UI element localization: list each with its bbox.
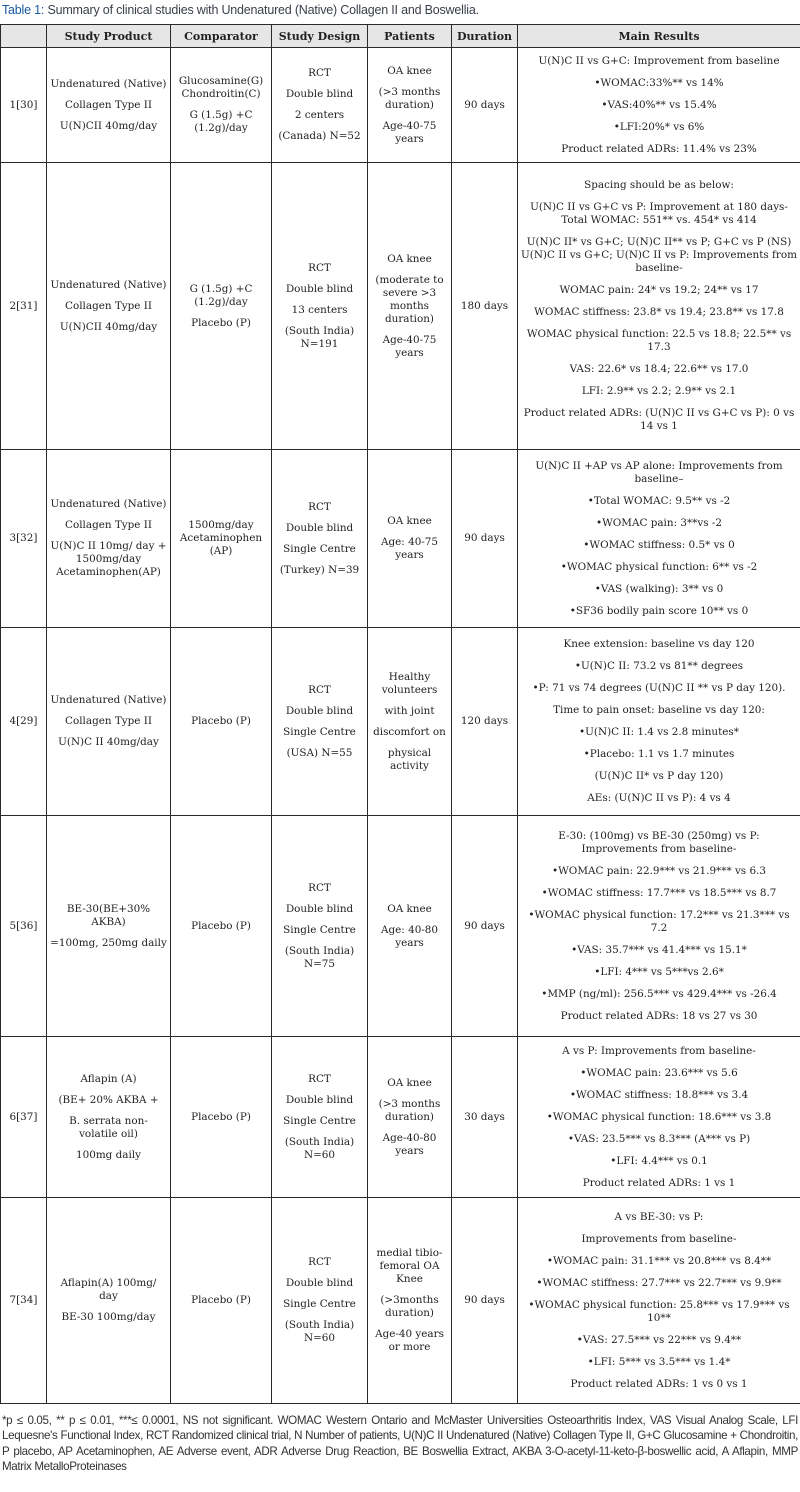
patients-cell-line: physical activity	[387, 746, 432, 772]
table-label: Table 1:	[2, 3, 45, 17]
main-results-cell-line: •MMP (ng/ml): 256.5*** vs 429.4*** vs -26.4	[541, 987, 777, 1000]
study-design-cell	[272, 816, 368, 1037]
main-results-cell-line: Time to pain onset: baseline vs day 120:	[553, 704, 765, 716]
main-results-cell-line: E-30: (100mg) vs BE-30 (250mg) vs P: Improvements from baseline-	[558, 829, 760, 855]
comparator-cell	[171, 1198, 272, 1404]
patients-cell-line: Age: 40-75 years	[380, 536, 439, 561]
main-results-cell-line: VAS: 22.6* vs 18.4; 22.6** vs 17.0	[569, 363, 749, 375]
main-results-cell-line: •Total WOMAC: 9.5** vs -2	[587, 494, 731, 507]
study-design-cell-line: Double blind	[285, 282, 354, 295]
table-row	[1, 1037, 800, 1198]
study-design-cell-line: Double blind	[285, 1093, 354, 1106]
main-results-cell-line: LFI: 2.9** vs 2.2; 2.9** vs 2.1	[581, 385, 737, 397]
study-design-cell-line: Single Centre	[283, 923, 356, 936]
main-results-cell-line: U(N)C II* vs G+C; U(N)C II** vs P; G+C vs P (NS) U(N)C II vs G+C; U(N)C II vs P: Improvements from baseline-	[521, 236, 797, 274]
main-results-cell-line: •WOMAC physical function: 6** vs -2	[560, 560, 758, 573]
main-results-cell-line: Knee extension: baseline vs day 120	[563, 638, 755, 650]
main-results-cell-line: •WOMAC stiffness: 18.8*** vs 3.4	[569, 1088, 749, 1101]
study-product-cell-line: U(N)C II 40mg/day	[58, 736, 159, 748]
main-results-cell-line: •U(N)C II: 1.4 vs 2.8 minutes*	[579, 726, 739, 738]
comparator-cell-line: Placebo (P)	[191, 715, 251, 727]
study-design-cell-line: RCT	[308, 1256, 331, 1268]
comparator-cell-line: 1500mg/day Acetaminophen (AP)	[179, 519, 263, 557]
study-design-cell-line: RCT	[308, 1072, 331, 1085]
main-results-cell-line: •WOMAC stiffness: 27.7*** vs 22.7*** vs 9.9**	[536, 1276, 782, 1289]
table-row	[1, 48, 800, 163]
main-results-cell-line: •VAS: 35.7*** vs 41.4*** vs 15.1*	[571, 943, 747, 956]
patients-cell	[368, 450, 452, 628]
main-results-cell-line: Product related ADRs: (U(N)C II vs G+C vs P): 0 vs 14 vs 1	[523, 407, 795, 432]
table-caption-text: Summary of clinical studies with Undenatured (Native) Collagen II and Boswellia.	[44, 3, 479, 17]
main-results-cell-line: Product related ADRs: 11.4% vs 23%	[561, 142, 757, 155]
main-results-cell-line: WOMAC pain: 24* vs 19.2; 24** vs 17	[559, 284, 759, 296]
duration-cell: 30 days	[452, 1037, 518, 1198]
study-product-cell-line: U(N)CII 40mg/day	[59, 320, 158, 333]
main-results-cell-line: •WOMAC physical function: 18.6*** vs 3.8	[546, 1110, 772, 1123]
study-design-cell-line: (USA) N=55	[286, 746, 353, 759]
main-results-cell-line: WOMAC stiffness: 23.8* vs 19.4; 23.8** vs 17.8	[534, 306, 784, 318]
main-results-cell-line: •LFI: 5*** vs 3.5*** vs 1.4*	[587, 1355, 731, 1368]
study-id-cell: 3[32]	[1, 450, 47, 628]
main-results-cell-line: Improvements from baseline-	[581, 1232, 737, 1245]
study-id-cell: 4[29]	[1, 628, 47, 816]
comparator-cell	[171, 628, 272, 816]
main-results-cell	[518, 163, 800, 450]
study-product-cell-line: 100mg daily	[75, 1148, 141, 1161]
patients-cell	[368, 816, 452, 1037]
study-product-cell	[47, 163, 171, 450]
main-results-cell-line: U(N)C II +AP vs AP alone: Improvements from baseline–	[535, 459, 783, 485]
header-study-design: Study Design	[272, 25, 368, 48]
study-design-cell-line: (South India) N=60	[284, 1319, 355, 1344]
study-design-cell-line: RCT	[308, 683, 331, 696]
patients-cell-line: Age-40-80 years	[382, 1131, 437, 1157]
study-product-cell-line: BE-30 100mg/day	[61, 1311, 156, 1323]
study-id-cell: 5[36]	[1, 816, 47, 1037]
study-design-cell-line: Single Centre	[283, 1114, 356, 1127]
main-results-cell-line: •WOMAC stiffness: 0.5* vs 0	[583, 538, 735, 551]
study-design-cell-line: Double blind	[285, 704, 354, 717]
main-results-cell-line: •WOMAC pain: 23.6*** vs 5.6	[580, 1066, 738, 1079]
study-design-cell-line: 2 centers	[294, 109, 345, 121]
main-results-cell-line: •WOMAC physical function: 25.8*** vs 17.9*** vs 10**	[528, 1298, 790, 1324]
study-product-cell-line: B. serrata non-volatile oil)	[69, 1114, 148, 1140]
study-design-cell-line: Single Centre	[283, 1298, 356, 1310]
study-design-cell	[272, 450, 368, 628]
patients-cell-line: (>3 months duration)	[378, 1097, 441, 1123]
main-results-cell-line: WOMAC physical function: 22.5 vs 18.8; 22.5** vs 17.3	[526, 328, 792, 353]
study-product-cell-line: Undenatured (Native)	[50, 77, 167, 90]
table-row	[1, 628, 800, 816]
main-results-cell-line: •VAS: 23.5*** vs 8.3*** (A*** vs P)	[567, 1132, 751, 1145]
table-footnote: *p ≤ 0.05, ** p ≤ 0.01, ***≤ 0.0001, NS not significant. WOMAC Western Ontario and McMaster Universities Osteoarthritis Index, VAS Visual Analog Scale, LFI Lequesne's Functional Index, RCT Randomized clinical trial, N Number of patients, U(N)C II Undenatured (Native) Collagen Type II, G+C Glucosamine + Chondroitin, P placebo, AP Acetaminophen, AE Adverse event, ADR Adverse Drug Reaction, BE Boswellia Extract, AKBA 3-O-acetyl-11-keto-β-boswellic acid, A Aflapin, MMP Matrix MetalloProteinases	[2, 1414, 798, 1473]
study-design-cell-line: (Canada) N=52	[278, 130, 361, 142]
patients-cell-line: medial tibio-femoral OA Knee	[376, 1247, 443, 1285]
patients-cell-line: (>3 months duration)	[378, 85, 441, 111]
main-results-cell-line: •SF36 bodily pain score 10** vs 0	[569, 604, 749, 617]
main-results-cell-line: •Placebo: 1.1 vs 1.7 minutes	[583, 748, 735, 760]
patients-cell	[368, 628, 452, 816]
duration-cell: 90 days	[452, 816, 518, 1037]
study-id-cell: 6[37]	[1, 1037, 47, 1198]
patients-cell-line: Age: 40-80 years	[380, 923, 439, 949]
study-design-cell-line: Double blind	[285, 1277, 354, 1289]
study-design-cell-line: (South India) N=75	[284, 944, 355, 970]
study-design-cell-line: 13 centers	[291, 303, 348, 316]
main-results-cell-line: U(N)C II vs G+C: Improvement from baseline	[538, 54, 780, 67]
main-results-cell-line: •WOMAC:33%** vs 14%	[594, 76, 724, 89]
study-product-cell-line: Undenatured (Native)	[50, 278, 167, 291]
main-results-cell-line: A vs BE-30: vs P:	[614, 1210, 704, 1223]
main-results-cell	[518, 48, 800, 163]
study-product-cell-line: (BE+ 20% AKBA +	[58, 1093, 159, 1106]
study-product-cell-line: U(N)CII 40mg/day	[59, 119, 158, 132]
study-design-cell	[272, 1037, 368, 1198]
study-product-cell-line: Aflapin (A)	[80, 1072, 137, 1085]
main-results-cell-line: •LFI:20%* vs 6%	[613, 120, 705, 133]
patients-cell-line: Healthy volunteers	[381, 670, 438, 696]
main-results-cell	[518, 1037, 800, 1198]
study-design-cell-line: (Turkey) N=39	[279, 563, 360, 576]
patients-cell-line: OA knee	[387, 515, 432, 527]
patients-cell-line: OA knee	[387, 902, 432, 915]
study-design-cell-line: (South India) N=191	[284, 324, 355, 350]
study-id-cell: 2[31]	[1, 163, 47, 450]
comparator-cell-line: Placebo (P)	[191, 919, 251, 932]
study-id-cell: 1[30]	[1, 48, 47, 163]
study-product-cell-line: =100mg, 250mg daily	[50, 936, 167, 949]
study-design-cell-line: RCT	[308, 500, 331, 513]
study-design-cell	[272, 48, 368, 163]
study-design-cell-line: RCT	[308, 261, 331, 274]
patients-cell-line: OA knee	[387, 1076, 432, 1089]
study-product-cell	[47, 450, 171, 628]
study-design-cell-line: Single Centre	[283, 542, 356, 555]
comparator-cell-line: Placebo (P)	[191, 316, 251, 329]
study-product-cell	[47, 816, 171, 1037]
patients-cell	[368, 1198, 452, 1404]
study-product-cell-line: Collagen Type II	[65, 519, 152, 531]
main-results-cell-line: Product related ADRs: 18 vs 27 vs 30	[560, 1009, 758, 1022]
main-results-cell-line: A vs P: Improvements from baseline-	[562, 1044, 756, 1057]
patients-cell	[368, 163, 452, 450]
main-results-cell-line: •P: 71 vs 74 degrees (U(N)C II ** vs P day 120).	[532, 682, 786, 694]
main-results-cell-line: •WOMAC physical function: 17.2*** vs 21.3*** vs 7.2	[528, 908, 790, 934]
study-design-cell-line: Double blind	[285, 521, 354, 534]
main-results-cell-line: •VAS:40%** vs 15.4%	[601, 98, 717, 111]
main-results-cell-line: •VAS (walking): 3** vs 0	[594, 582, 724, 595]
comparator-cell	[171, 48, 272, 163]
study-design-cell	[272, 628, 368, 816]
duration-cell: 90 days	[452, 48, 518, 163]
main-results-cell	[518, 628, 800, 816]
study-product-cell-line: Collagen Type II	[65, 98, 152, 111]
header-comparator: Comparator	[171, 25, 272, 48]
patients-cell-line: with joint	[384, 704, 435, 717]
main-results-cell-line: (U(N)C II* vs P day 120)	[594, 770, 724, 782]
study-design-cell-line: Double blind	[285, 902, 354, 915]
comparator-cell	[171, 1037, 272, 1198]
comparator-cell	[171, 816, 272, 1037]
patients-cell-line: discomfort on	[373, 725, 446, 738]
study-product-cell-line: Aflapin(A) 100mg/ day	[60, 1277, 157, 1302]
duration-cell: 90 days	[452, 450, 518, 628]
main-results-cell-line: Product related ADRs: 1 vs 1	[582, 1176, 736, 1189]
header-patients: Patients	[368, 25, 452, 48]
study-product-cell	[47, 1037, 171, 1198]
patients-cell	[368, 1037, 452, 1198]
study-product-cell-line: Collagen Type II	[65, 299, 152, 312]
clinical-studies-table	[0, 24, 800, 1404]
patients-cell-line: (moderate to severe >3 months duration)	[375, 273, 444, 325]
comparator-cell-line: Placebo (P)	[191, 1110, 251, 1123]
duration-cell: 90 days	[452, 1198, 518, 1404]
table-row	[1, 163, 800, 450]
duration-cell: 120 days	[452, 628, 518, 816]
study-product-cell-line: BE-30(BE+30% AKBA)	[66, 902, 151, 928]
table-row	[1, 1198, 800, 1404]
main-results-cell	[518, 450, 800, 628]
study-design-cell-line: Double blind	[285, 88, 354, 100]
main-results-cell-line: •WOMAC pain: 3**vs -2	[595, 516, 723, 529]
study-id-cell: 7[34]	[1, 1198, 47, 1404]
comparator-cell-line: G (1.5g) +C (1.2g)/day	[189, 282, 253, 308]
main-results-cell-line: U(N)C II vs G+C vs P: Improvement at 180 days- Total WOMAC: 551** vs. 454* vs 414	[530, 201, 788, 226]
patients-cell-line: OA knee	[387, 64, 432, 77]
study-product-cell	[47, 628, 171, 816]
main-results-cell-line: •LFI: 4*** vs 5***vs 2.6*	[594, 965, 724, 978]
comparator-cell	[171, 450, 272, 628]
patients-cell-line: Age-40-75 years	[382, 333, 437, 359]
table-caption	[2, 3, 798, 17]
patients-cell-line: OA knee	[387, 252, 432, 265]
patients-cell-line: Age-40 years or more	[375, 1328, 444, 1353]
main-results-cell-line: AEs: (U(N)C II vs P): 4 vs 4	[587, 792, 731, 804]
duration-cell: 180 days	[452, 163, 518, 450]
header-duration: Duration	[452, 25, 518, 48]
patients-cell	[368, 48, 452, 163]
study-product-cell	[47, 1198, 171, 1404]
patients-cell-line: (>3months duration)	[380, 1294, 439, 1319]
header-row	[1, 25, 800, 48]
study-product-cell-line: U(N)C II 10mg/ day + 1500mg/day Acetaminophen(AP)	[50, 540, 167, 578]
main-results-cell-line: •WOMAC pain: 22.9*** vs 21.9*** vs 6.3	[552, 864, 766, 877]
main-results-cell-line: •VAS: 27.5*** vs 22*** vs 9.4**	[576, 1333, 742, 1346]
study-design-cell-line: RCT	[308, 67, 331, 79]
main-results-cell-line: •WOMAC stiffness: 17.7*** vs 18.5*** vs 8.7	[541, 886, 777, 899]
header-main-results: Main Results	[518, 25, 800, 48]
main-results-cell-line: Spacing should be as below:	[584, 179, 734, 191]
main-results-cell-line: •U(N)C II: 73.2 vs 81** degrees	[574, 660, 744, 672]
study-design-cell-line: RCT	[308, 881, 331, 894]
table-row	[1, 450, 800, 628]
study-design-cell	[272, 163, 368, 450]
patients-cell-line: Age-40-75 years	[382, 119, 437, 145]
study-design-cell-line: (South India) N=60	[284, 1135, 355, 1161]
table-row	[1, 816, 800, 1037]
comparator-cell	[171, 163, 272, 450]
main-results-cell	[518, 1198, 800, 1404]
main-results-cell-line: •WOMAC pain: 31.1*** vs 20.8*** vs 8.4**	[546, 1254, 772, 1267]
study-product-cell-line: Undenatured (Native)	[50, 694, 167, 706]
study-design-cell	[272, 1198, 368, 1404]
study-product-cell-line: Undenatured (Native)	[50, 498, 167, 510]
header-id	[1, 25, 47, 48]
comparator-cell-line: Glucosamine(G) Chondroitin(C)	[178, 75, 264, 100]
main-results-cell-line: Product related ADRs: 1 vs 0 vs 1	[570, 1377, 748, 1390]
study-product-cell	[47, 48, 171, 163]
study-product-cell-line: Collagen Type II	[65, 715, 152, 727]
main-results-cell	[518, 816, 800, 1037]
header-study-product: Study Product	[47, 25, 171, 48]
study-design-cell-line: Single Centre	[283, 725, 356, 738]
main-results-cell-line: •LFI: 4.4*** vs 0.1	[610, 1154, 708, 1167]
comparator-cell-line: Placebo (P)	[191, 1294, 251, 1306]
comparator-cell-line: G (1.5g) +C (1.2g)/day	[189, 109, 253, 134]
